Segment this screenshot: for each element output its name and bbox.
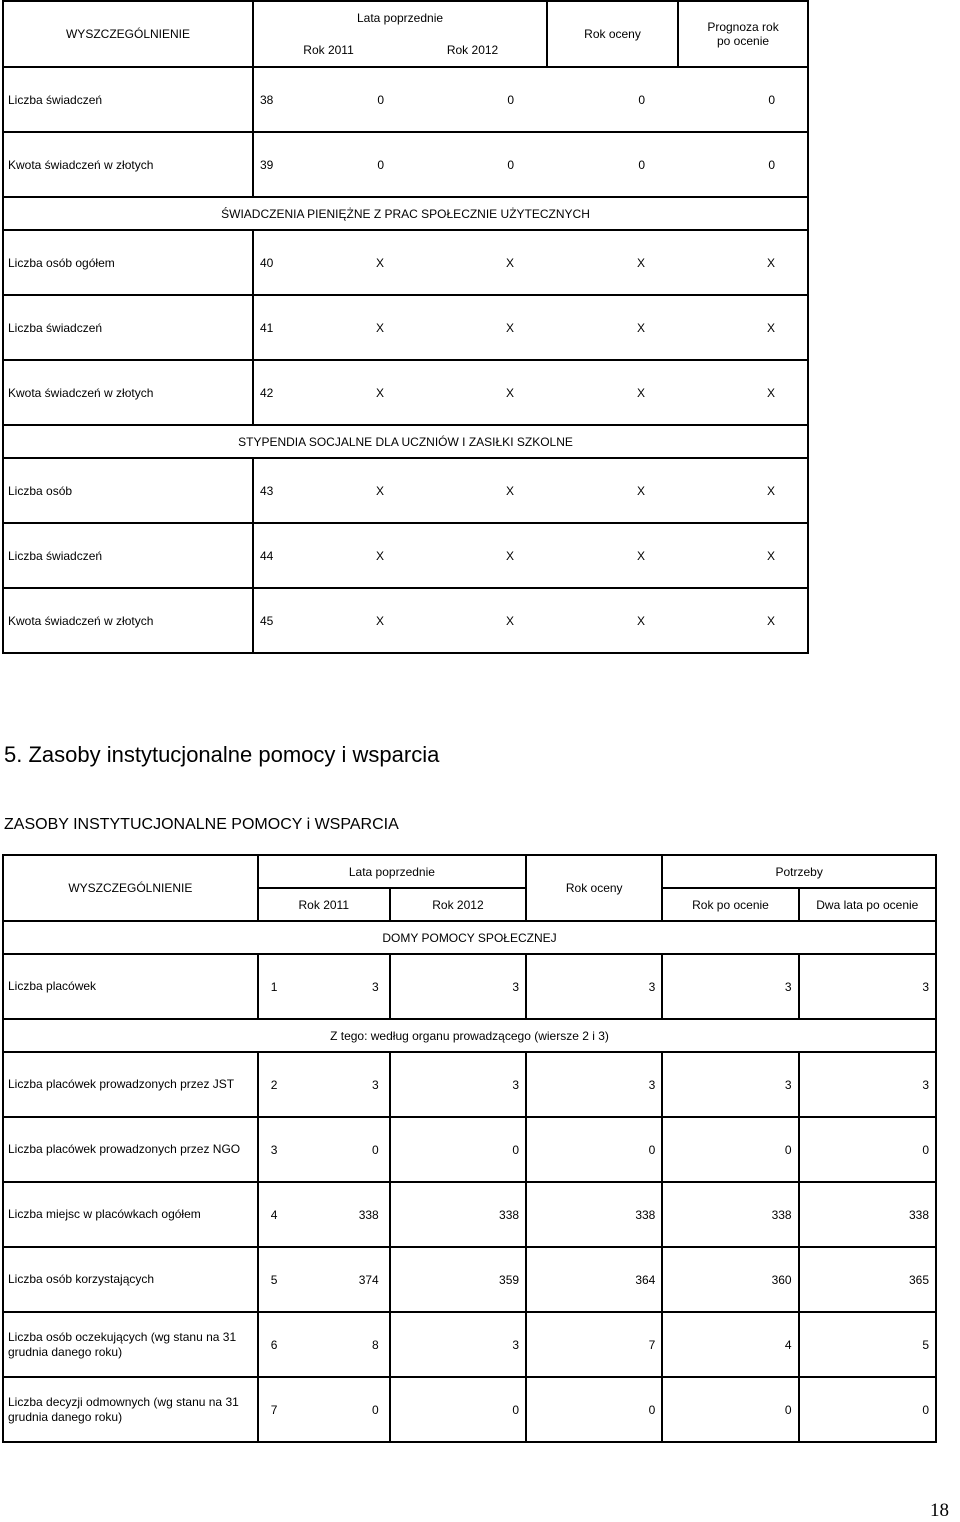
value-2012: 359 [390,1247,526,1312]
value-rating-year: 364 [526,1247,662,1312]
header-forecast: Prognoza rok po ocenie [678,1,808,67]
row-label: Liczba decyzji odmownych (wg stanu na 31 grudnia danego roku) [3,1377,258,1442]
value-year-after: 4 [662,1312,798,1377]
row-label: Kwota świadczeń w złotych [3,360,253,425]
header-prev-years: Lata poprzednie [253,1,547,34]
row-label: Liczba osób [3,458,253,523]
row-values-first [258,1377,390,1442]
row-number: 7 [270,1402,278,1417]
page-number: 18 [930,1500,949,1521]
header-rating-year: Rok oceny [526,855,662,921]
row-number: 3 [270,1142,278,1157]
row-values [253,458,808,523]
value-2012: 0 [390,1117,526,1182]
header-year-after: Rok po ocenie [662,888,798,921]
section-row [3,1019,936,1052]
row-label: Liczba osób oczekujących (wg stanu na 31 grudnia danego roku) [3,1312,258,1377]
value-2012: X [505,613,514,628]
header-year-2011: Rok 2011 [258,888,390,921]
section-row [3,197,808,230]
value-year-after: 360 [662,1247,798,1312]
row-values-wrap [259,1143,389,1157]
value-year-after: 3 [662,954,798,1019]
row-values-wrap [254,158,807,172]
value-2011: 8 [372,1337,379,1352]
header-two-years-after: Dwa lata po ocenie [799,888,936,921]
row-label: Kwota świadczeń w złotych [3,132,253,197]
value-rating-year: 7 [526,1312,662,1377]
value-two-years-after: 0 [799,1377,936,1442]
value-2011: X [375,548,384,563]
row-label: Liczba placówek prowadzonych przez JST [3,1052,258,1117]
value-2011: X [375,483,384,498]
institutional-resources-table [2,854,937,1443]
value-2011: 0 [377,157,384,172]
row-values-wrap [254,386,807,400]
table-row [3,295,808,360]
row-number: 40 [260,255,274,270]
value-rating-year: X [636,385,645,400]
value-rating-year: 0 [638,92,645,107]
row-label: Liczba świadczeń [3,67,253,132]
value-rating-year: 0 [638,157,645,172]
row-number: 5 [270,1272,278,1287]
section-heading: STYPENDIA SOCJALNE DLA UCZNIÓW I ZASIŁKI SZKOLNE [3,425,808,458]
value-2011: X [375,385,384,400]
table-row [3,132,808,197]
value-two-years-after: 0 [799,1117,936,1182]
value-2011: 0 [372,1402,379,1417]
value-rating-year: 3 [526,954,662,1019]
value-forecast: 0 [768,157,775,172]
table-row [3,1247,936,1312]
value-2011: 374 [358,1272,379,1287]
row-number: 39 [260,157,274,172]
value-2012: 3 [390,1052,526,1117]
row-number: 42 [260,385,274,400]
value-rating-year: 338 [526,1182,662,1247]
value-2012: X [505,548,514,563]
value-two-years-after: 338 [799,1182,936,1247]
header-year-2012: Rok 2012 [390,888,526,921]
table-row [3,230,808,295]
value-forecast: X [766,320,775,335]
row-values-wrap [259,1208,389,1222]
row-values [253,230,808,295]
table-row [3,954,936,1019]
section-row [3,921,936,954]
table-row [3,1182,936,1247]
header-col-label: WYSZCZEGÓLNIENIE [3,855,258,921]
row-values-wrap [259,1078,389,1092]
value-2012: X [505,255,514,270]
row-values-wrap [254,614,807,628]
subsection-title: ZASOBY INSTYTUCJONALNE POMOCY i WSPARCIA [4,816,399,833]
value-two-years-after: 5 [799,1312,936,1377]
row-values [253,295,808,360]
header-needs: Potrzeby [662,855,936,888]
value-forecast: X [766,255,775,270]
value-two-years-after: 3 [799,1052,936,1117]
table-row [3,1377,936,1442]
row-values-wrap [254,549,807,563]
value-2012: 3 [390,1312,526,1377]
value-rating-year: 0 [526,1117,662,1182]
row-number: 2 [270,1077,278,1092]
row-values-first [258,1052,390,1117]
row-number: 45 [260,613,274,628]
row-label: Liczba placówek [3,954,258,1019]
row-label: Liczba osób korzystających [3,1247,258,1312]
row-number: 43 [260,483,274,498]
value-year-after: 338 [662,1182,798,1247]
row-label: Liczba świadczeń [3,523,253,588]
row-label: Liczba świadczeń [3,295,253,360]
section-title: 5. Zasoby instytucjonalne pomocy i wsparcia [4,742,440,767]
section-heading: Z tego: według organu prowadzącego (wiersze 2 i 3) [3,1019,936,1052]
row-values-wrap [259,1273,389,1287]
value-2011: X [375,255,384,270]
header-year-2011: Rok 2011 [303,43,354,57]
value-forecast: X [766,548,775,563]
value-rating-year: X [636,548,645,563]
value-rating-year: X [636,483,645,498]
row-values-wrap [259,1403,389,1417]
row-values-wrap [254,256,807,270]
value-forecast: 0 [768,92,775,107]
row-values [253,132,808,197]
value-2011: 3 [372,979,379,994]
row-values [253,588,808,653]
header-year-2012: Rok 2012 [446,43,499,57]
value-forecast: X [766,613,775,628]
section-row [3,425,808,458]
row-values-wrap [254,93,807,107]
table-row [3,360,808,425]
row-values-first [258,1247,390,1312]
value-two-years-after: 3 [799,954,936,1019]
value-year-after: 0 [662,1117,798,1182]
table-row [3,458,808,523]
table-row [3,523,808,588]
value-two-years-after: 365 [799,1247,936,1312]
value-2012: 0 [390,1377,526,1442]
row-number: 6 [270,1337,278,1352]
row-number: 1 [270,979,278,994]
row-values-first [258,1312,390,1377]
table-row [3,588,808,653]
row-number: 44 [260,548,274,563]
value-forecast: X [766,483,775,498]
header-prev-years: Lata poprzednie [258,855,526,888]
row-values-wrap [259,1338,389,1352]
row-values [253,523,808,588]
benefits-table [2,0,809,654]
row-values-first [258,1182,390,1247]
section-heading: ŚWIADCZENIA PIENIĘŻNE Z PRAC SPOŁECZNIE UŻYTECZNYCH [3,197,808,230]
row-values-first [258,1117,390,1182]
table-row [3,1052,936,1117]
value-2012: X [505,483,514,498]
table-row [3,1312,936,1377]
value-2011: X [375,320,384,335]
value-2011: 0 [377,92,384,107]
value-2012: 0 [507,157,514,172]
value-2011: 338 [358,1207,379,1222]
value-year-after: 3 [662,1052,798,1117]
table-row [3,67,808,132]
row-number: 41 [260,320,274,335]
value-2012: X [505,385,514,400]
row-values-wrap [254,321,807,335]
row-label: Liczba placówek prowadzonych przez NGO [3,1117,258,1182]
value-rating-year: X [636,613,645,628]
value-year-after: 0 [662,1377,798,1442]
row-label: Liczba osób ogółem [3,230,253,295]
value-rating-year: X [636,255,645,270]
row-values [253,67,808,132]
table-row [3,1117,936,1182]
value-2011: X [375,613,384,628]
value-rating-year: 0 [526,1377,662,1442]
row-number: 4 [270,1207,278,1222]
value-2011: 3 [372,1077,379,1092]
value-2012: 338 [390,1182,526,1247]
value-forecast: X [766,385,775,400]
row-label: Liczba miejsc w placówkach ogółem [3,1182,258,1247]
value-2012: X [505,320,514,335]
section-heading: DOMY POMOCY SPOŁECZNEJ [3,921,936,954]
header-years [253,34,547,67]
value-2012: 0 [507,92,514,107]
header-rating-year: Rok oceny [547,1,678,67]
row-values-wrap [254,484,807,498]
row-values [253,360,808,425]
header-col-label: WYSZCZEGÓLNIENIE [3,1,253,67]
value-rating-year: X [636,320,645,335]
row-number: 38 [260,92,274,107]
value-2011: 0 [372,1142,379,1157]
row-values-first [258,954,390,1019]
value-rating-year: 3 [526,1052,662,1117]
row-label: Kwota świadczeń w złotych [3,588,253,653]
value-2012: 3 [390,954,526,1019]
row-values-wrap [259,980,389,994]
